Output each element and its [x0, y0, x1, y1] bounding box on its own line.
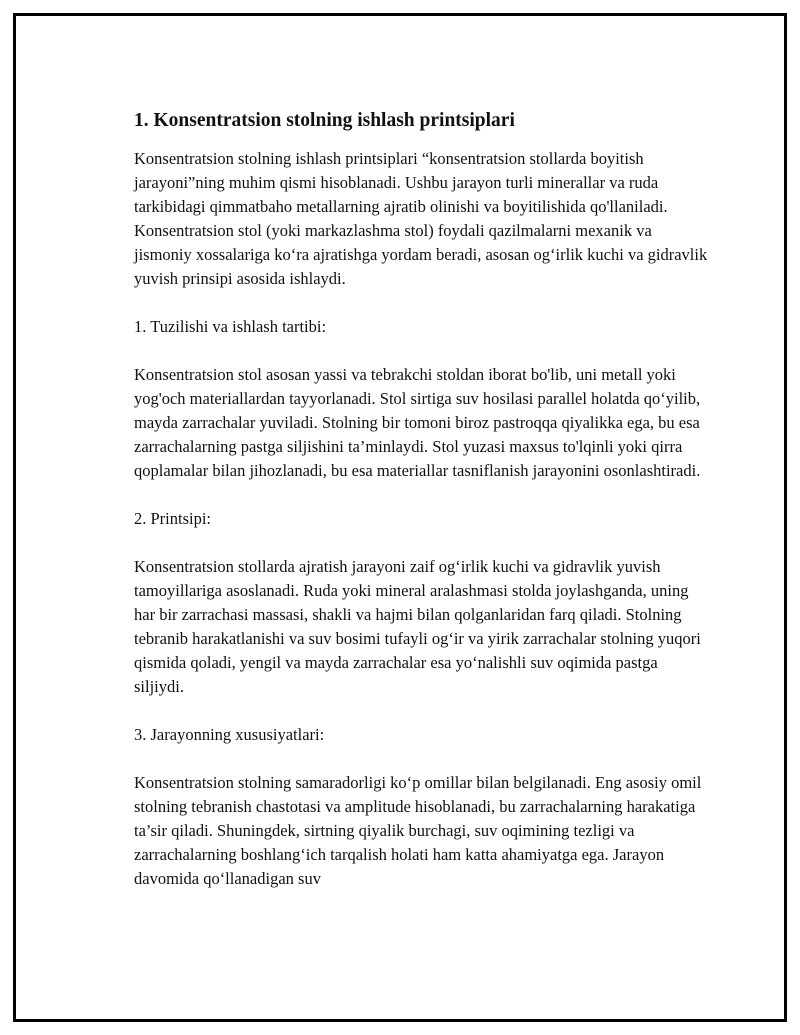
page-frame [13, 13, 787, 1022]
section-title-structure: 1. Tuzilishi va ishlash tartibi: [134, 317, 327, 336]
section-body-principle: Konsentratsion stollarda ajratish jarayoni zaif og‘irlik kuchi va gidravlik yuvish tamoyillariga asoslanadi. Ruda yoki mineral aralashmasi stolda joylashganda, uning har bir zarrachasi massasi, shakli va hajmi bilan qolganlaridan farq qiladi. Stolning tebranib harakatlanishi va suv bosimi tufayli og‘ir va yirik zarrachalar stolning yuqori qismida qoladi, yengil va mayda zarrachalar esa yo‘nalishli suv oqimida pastga siljiydi. [134, 557, 701, 696]
section-title-principle: 2. Printsipi: [134, 509, 212, 528]
intro-paragraph: Konsentratsion stolning ishlash printsiplari “konsentratsion stollarda boyitish jarayoni”ning muhim qismi hisoblanadi. Ushbu jarayon turli minerallar va ruda tarkibidagi qimmatbaho metallarning ajratib olinishi va boyitilishida qo'llaniladi. Konsentratsion stol (yoki markazlashma stol) foydali qazilmalarni mexanik va jismoniy xossalariga ko‘ra ajratishga yordam beradi, asosan og‘irlik kuchi va gidravlik yuvish prinsipi asosida ishlaydi. [134, 149, 708, 288]
section-body-features: Konsentratsion stolning samaradorligi ko‘p omillar bilan belgilanadi. Eng asosiy omil stolning tebranish chastotasi va amplitude hisoblanadi, bu zarrachalarning harakatiga ta’sir qiladi. Shuningdek, sirtning qiyalik burchagi, suv oqimining tezligi va zarrachalarning boshlang‘ich tarqalish holati ham katta ahamiyatga ega. Jarayon davomida qo‘llanadigan suv [134, 773, 702, 888]
section-title-features: 3. Jarayonning xususiyatlari: [134, 725, 325, 744]
document-heading: 1. Konsentratsion stolning ishlash printsiplari [134, 110, 515, 131]
section-body-structure: Konsentratsion stol asosan yassi va tebrakchi stoldan iborat bo'lib, uni metall yoki yog'och materiallardan tayyorlanadi. Stol sirtiga suv hosilasi parallel holatda qo‘yilib, mayda zarrachalar yuviladi. Stolning bir tomoni biroz pastroqqa qiyalikka ega, bu esa zarrachalarning pastga siljishini ta’minlaydi. Stol yuzasi maxsus to'lqinli yoki qirra qoplamalar bilan jihozlanadi, bu esa materiallar tasniflanish jarayonini osonlashtiradi. [134, 365, 701, 480]
document-content [134, 107, 709, 915]
